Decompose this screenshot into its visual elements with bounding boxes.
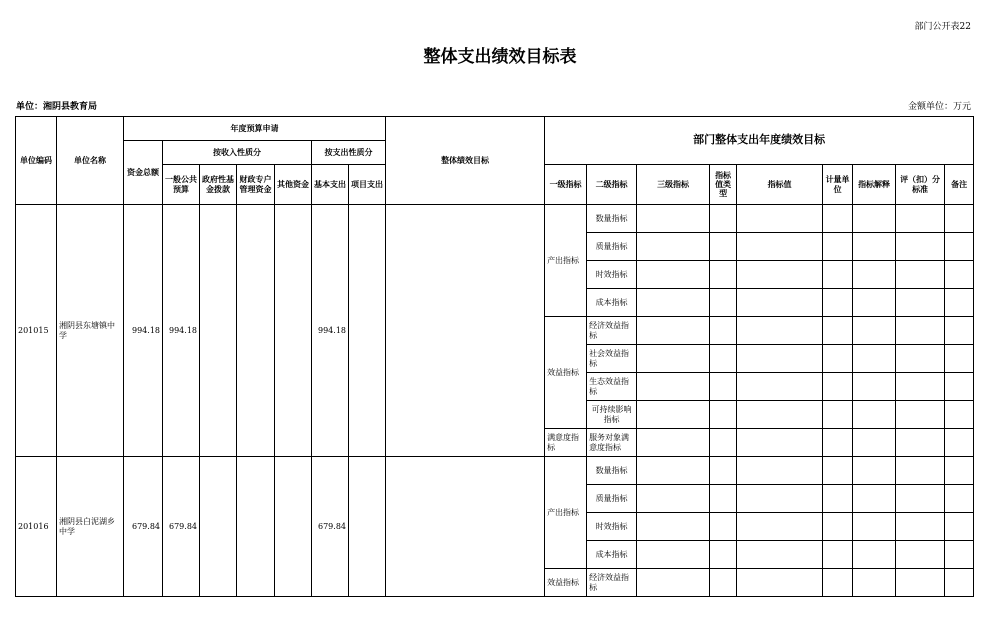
level2-cell: 质量指标 bbox=[587, 233, 637, 261]
gov-fund-cell bbox=[200, 205, 237, 457]
col-other-fund: 其他资金 bbox=[275, 165, 312, 205]
overall-goal-cell bbox=[386, 205, 545, 457]
col-basic-exp: 基本支出 bbox=[312, 165, 349, 205]
col-level3: 三级指标 bbox=[637, 165, 710, 205]
level2-cell: 服务对象满意度指标 bbox=[587, 429, 637, 457]
money-unit-label: 金额单位：万元 bbox=[907, 102, 971, 112]
col-remark: 备注 bbox=[945, 165, 974, 205]
unit-code-cell: 201016 bbox=[16, 457, 57, 597]
special-fund-cell bbox=[237, 457, 275, 597]
col-gov-fund: 政府性基金拨款 bbox=[200, 165, 237, 205]
special-fund-cell bbox=[237, 205, 275, 457]
col-total-funds: 资金总额 bbox=[124, 141, 163, 205]
general-budget-cell: 679.84 bbox=[163, 457, 200, 597]
level1-cell: 效益指标 bbox=[545, 569, 587, 597]
col-special-fund: 财政专户管理资金 bbox=[237, 165, 275, 205]
col-explanation: 指标解释 bbox=[853, 165, 896, 205]
unit-name-cell: 湘阴县白泥湖乡中学 bbox=[57, 457, 124, 597]
col-annual-budget: 年度预算申请 bbox=[124, 117, 386, 141]
level2-cell: 生态效益指标 bbox=[587, 373, 637, 401]
col-by-income: 按收入性质分 bbox=[163, 141, 312, 165]
col-general-budget: 一般公共预算 bbox=[163, 165, 200, 205]
col-unit-name: 单位名称 bbox=[57, 117, 124, 205]
level2-cell: 社会效益指标 bbox=[587, 345, 637, 373]
total-funds-cell: 679.84 bbox=[124, 457, 163, 597]
page-title: 整体支出绩效目标表 bbox=[423, 47, 577, 67]
table-number: 部门公开表22 bbox=[914, 22, 971, 32]
level2-cell: 成本指标 bbox=[587, 289, 637, 317]
project-exp-cell bbox=[349, 205, 386, 457]
level2-cell: 成本指标 bbox=[587, 541, 637, 569]
level2-cell: 质量指标 bbox=[587, 485, 637, 513]
col-level1: 一级指标 bbox=[545, 165, 587, 205]
total-funds-cell: 994.18 bbox=[124, 205, 163, 457]
level1-cell: 效益指标 bbox=[545, 317, 587, 429]
col-scoring: 评（扣）分标准 bbox=[896, 165, 945, 205]
col-level2: 二级指标 bbox=[587, 165, 637, 205]
unit-name-cell: 湘阴县东塘镇中学 bbox=[57, 205, 124, 457]
level1-cell: 产出指标 bbox=[545, 457, 587, 569]
col-measure-unit: 计量单位 bbox=[823, 165, 853, 205]
level2-cell: 数量指标 bbox=[587, 205, 637, 233]
level2-cell: 经济效益指标 bbox=[587, 317, 637, 345]
level2-cell: 数量指标 bbox=[587, 457, 637, 485]
col-overall-goal: 整体绩效目标 bbox=[386, 117, 545, 205]
gov-fund-cell bbox=[200, 457, 237, 597]
level2-cell: 经济效益指标 bbox=[587, 569, 637, 597]
other-fund-cell bbox=[275, 205, 312, 457]
unit-label: 单位：湘阴县教育局 bbox=[16, 102, 98, 112]
general-budget-cell: 994.18 bbox=[163, 205, 200, 457]
project-exp-cell bbox=[349, 457, 386, 597]
level2-cell: 可持续影响指标 bbox=[587, 401, 637, 429]
other-fund-cell bbox=[275, 457, 312, 597]
col-value-type: 指标值类型 bbox=[710, 165, 737, 205]
col-value: 指标值 bbox=[737, 165, 823, 205]
unit-code-cell: 201015 bbox=[16, 205, 57, 457]
col-by-expense: 按支出性质分 bbox=[312, 141, 386, 165]
col-project-exp: 项目支出 bbox=[349, 165, 386, 205]
performance-table bbox=[15, 116, 974, 597]
col-dept-goal: 部门整体支出年度绩效目标 bbox=[545, 117, 974, 165]
level1-cell: 产出指标 bbox=[545, 205, 587, 317]
level2-cell: 时效指标 bbox=[587, 261, 637, 289]
basic-exp-cell: 679.84 bbox=[312, 457, 349, 597]
level1-cell: 满意度指标 bbox=[545, 429, 587, 457]
overall-goal-cell bbox=[386, 457, 545, 597]
basic-exp-cell: 994.18 bbox=[312, 205, 349, 457]
col-unit-code: 单位编码 bbox=[16, 117, 57, 205]
level2-cell: 时效指标 bbox=[587, 513, 637, 541]
